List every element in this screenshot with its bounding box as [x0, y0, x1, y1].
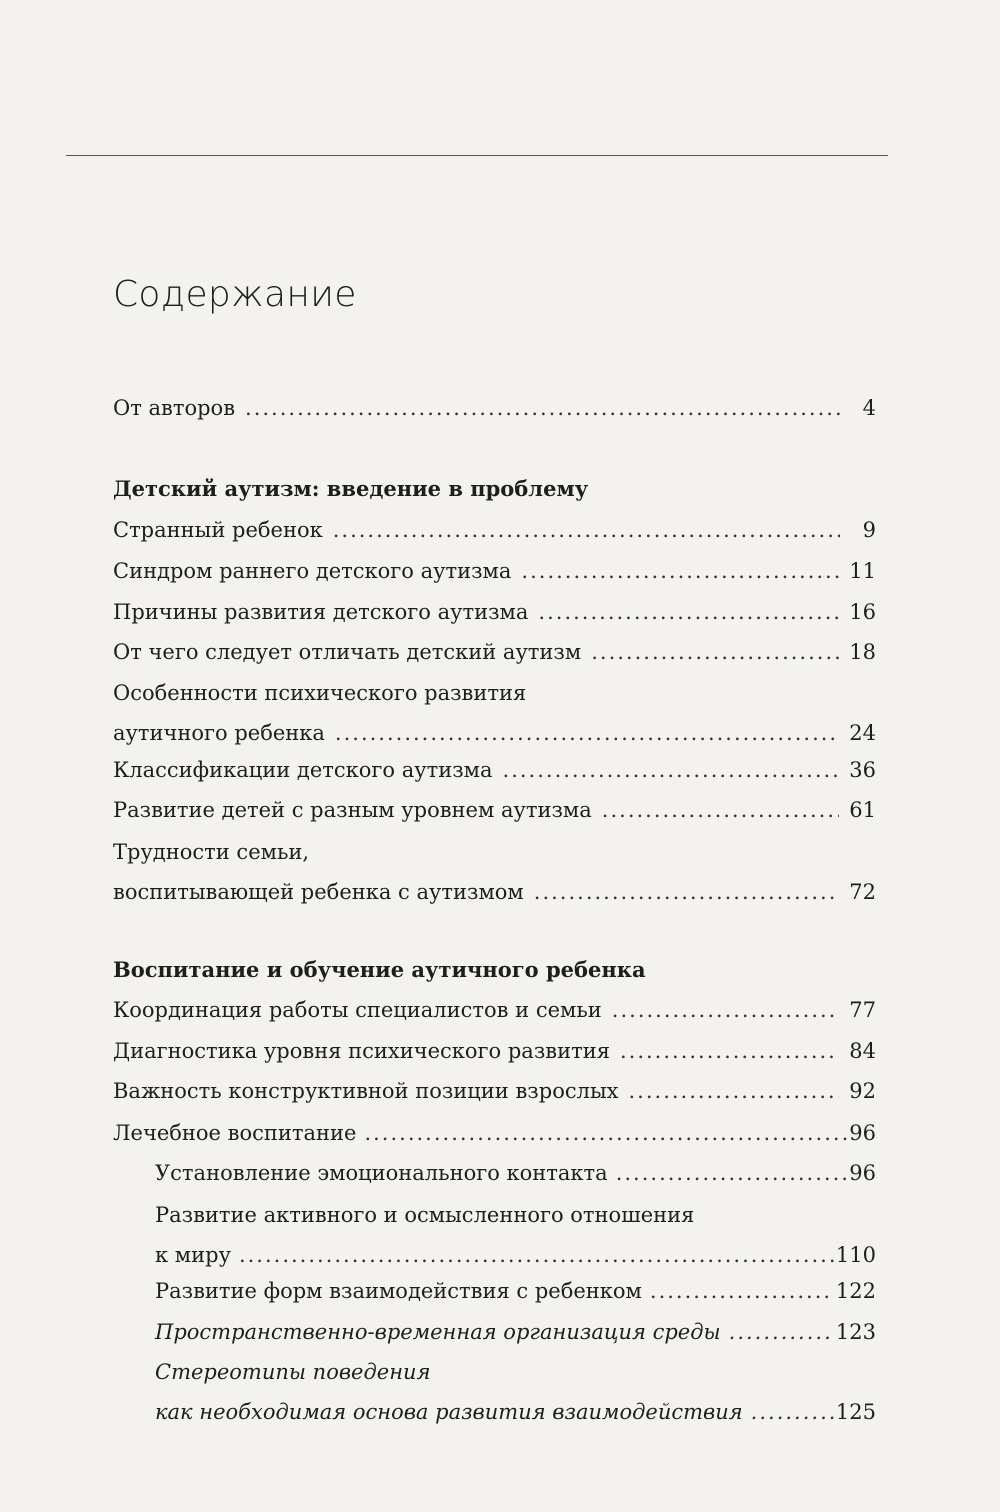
toc-entry-page: 36	[849, 758, 876, 782]
toc-entry-page: 92	[849, 1079, 876, 1103]
dot-leader	[534, 872, 840, 912]
toc-entry-label: Классификации детского аутизма	[113, 758, 493, 782]
toc-entry-label: к миру	[155, 1243, 231, 1267]
page-title: Содержание	[113, 274, 357, 315]
toc-entry-page: 77	[849, 998, 876, 1022]
toc-entry[interactable]	[113, 1113, 876, 1153]
dot-leader	[538, 592, 839, 632]
toc-entry-page: 72	[849, 880, 876, 904]
toc-entry[interactable]	[113, 1071, 876, 1111]
section-heading-2[interactable]: Воспитание и обучение аутичного ребенка	[113, 957, 646, 982]
toc-entry-page: 61	[849, 798, 876, 822]
toc-entry[interactable]	[113, 551, 876, 591]
header-rule	[66, 155, 888, 156]
toc-entry-page: 11	[849, 559, 876, 583]
toc-entry-label: От авторов	[113, 396, 236, 420]
toc-entry-label: Странный ребенок	[113, 518, 323, 542]
toc-entry-label: аутичного ребенка	[113, 721, 325, 745]
dot-leader	[503, 750, 840, 790]
toc-entry-label: От чего следует отличать детский аутизм	[113, 640, 582, 664]
toc-entry-page: 9	[862, 518, 876, 542]
toc-entry-label: Важность конструктивной позиции взрослых	[113, 1079, 619, 1103]
dot-leader	[364, 1113, 847, 1153]
toc-entry-page: 96	[849, 1161, 876, 1185]
toc-entry-page: 18	[849, 640, 876, 664]
dot-leader	[602, 790, 839, 830]
toc-entry[interactable]	[113, 790, 876, 830]
dot-leader	[333, 510, 840, 550]
toc-entry-label: Диагностика уровня психического развития	[113, 1039, 610, 1063]
dot-leader	[751, 1392, 834, 1432]
toc-entry-label: Развитие детей с разным уровнем аутизма	[113, 798, 592, 822]
toc-entry[interactable]	[155, 1271, 876, 1311]
toc-entry-label: Координация работы специалистов и семьи	[113, 998, 602, 1022]
toc-entry[interactable]	[113, 510, 876, 550]
toc-entry[interactable]	[155, 1195, 876, 1275]
toc-entry-label: Установление эмоционального контакта	[155, 1161, 608, 1185]
dot-leader	[629, 1071, 840, 1111]
dot-leader	[591, 632, 839, 672]
dot-leader	[335, 713, 839, 753]
toc-entry-page: 84	[849, 1039, 876, 1063]
dot-leader	[245, 388, 840, 428]
toc-entry-page: 123	[835, 1320, 876, 1344]
dot-leader	[729, 1312, 834, 1352]
toc-entry[interactable]	[113, 673, 876, 753]
toc-entry-label: Синдром раннего детского аутизма	[113, 559, 512, 583]
dot-leader	[239, 1235, 834, 1275]
dot-leader	[612, 990, 839, 1030]
toc-entry[interactable]	[155, 1153, 876, 1193]
toc-entry-label: Лечебное воспитание	[113, 1121, 357, 1145]
toc-entry-page: 125	[835, 1400, 876, 1424]
toc-entry-label-line1: Трудности семьи,	[113, 840, 310, 864]
toc-entry-label: Развитие форм взаимодействия с ребенком	[155, 1279, 642, 1303]
toc-entry-page: 96	[849, 1121, 876, 1145]
toc-entry[interactable]	[113, 990, 876, 1030]
toc-entry-page: 122	[835, 1279, 876, 1303]
toc-entry[interactable]	[113, 1031, 876, 1071]
dot-leader	[616, 1153, 848, 1193]
toc-entry[interactable]	[113, 592, 876, 632]
toc-entry-label-line1: Особенности психического развития	[113, 681, 527, 705]
toc-entry[interactable]	[113, 632, 876, 672]
toc-entry-page: 110	[835, 1243, 876, 1267]
toc-entry[interactable]	[155, 1312, 876, 1352]
toc-entry-intro[interactable]	[113, 388, 876, 428]
toc-entry-label: Причины развития детского аутизма	[113, 600, 529, 624]
toc-entry-page: 4	[862, 396, 876, 420]
toc-entry-page: 16	[849, 600, 876, 624]
toc-entry[interactable]	[113, 750, 876, 790]
section-heading-1[interactable]: Детский аутизм: введение в проблему	[113, 476, 589, 501]
toc-entry-label: Пространственно-временная организация среды	[155, 1320, 721, 1344]
dot-leader	[650, 1271, 834, 1311]
toc-entry-label-line1: Развитие активного и осмысленного отношения	[155, 1203, 695, 1227]
toc-entry-label: как необходимая основа развития взаимодействия	[155, 1400, 743, 1424]
toc-entry-page: 24	[849, 721, 876, 745]
toc-entry[interactable]	[113, 832, 876, 912]
toc-entry[interactable]	[155, 1352, 876, 1432]
dot-leader	[521, 551, 839, 591]
toc-entry-label: воспитывающей ребенка с аутизмом	[113, 880, 524, 904]
toc-entry-label-line1: Стереотипы поведения	[155, 1360, 431, 1384]
dot-leader	[620, 1031, 839, 1071]
